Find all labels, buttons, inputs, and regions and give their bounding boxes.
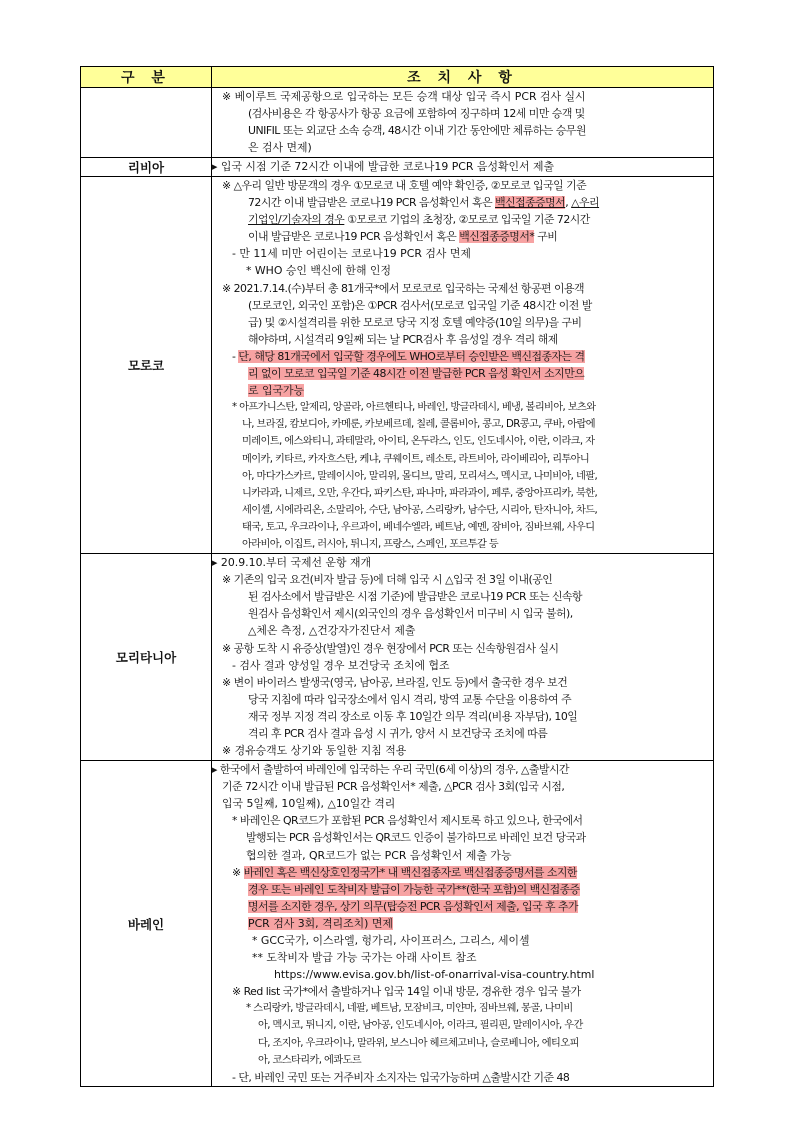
text-line: UNIFIL 또는 외교단 소속 승객, 48시간 이내 기간 동안에만 체류하는 승무원	[248, 124, 586, 138]
lebanon-measures	[212, 88, 714, 158]
text-line	[212, 365, 713, 382]
text-line: ※ 베이루트 국제공항으로 입국하는 모든 승객 대상 입국 즉시 PCR 검사 실시	[222, 90, 586, 103]
url-text: https://www.evisa.gov.bh/list-of-onarrival-visa-country.html	[274, 968, 595, 982]
text-line: (검사비용은 각 항공사가 항공 요금에 포함하여 징구하며 12세 미만 승객 및	[248, 107, 585, 121]
morocco-country-list	[212, 399, 713, 553]
list-item: * 스리랑카, 방글라데시, 네팔, 베트남, 모잠비크, 미얀마, 짐바브웨, 몽골, 나미비	[246, 1003, 573, 1015]
list-item: 나, 브라질, 캄보디아, 카메룬, 카보베르데, 칠레, 콜롬비아, 콩고, DR콩고, 쿠바, 아랍에	[242, 419, 595, 431]
category-libya: 리비아	[81, 158, 212, 177]
text-line: 급) 및 ②시설격리를 위한 모로코 당국 지정 호텔 예약증(10일 의무)을 구비	[248, 315, 582, 329]
text-line: ※ △우리 일반 방문객의 경우 ①모로코 내 호텔 예약 확인증, ②모로코 입국일 기준	[222, 179, 587, 192]
text-line: - 검사 결과 양성일 경우 보건당국 조치에 협조	[232, 658, 450, 672]
text-line: 기업인/기술자의 경우 ①모로코 기업의 초청장, ②모로코 입국일 기준 72시간	[248, 213, 590, 227]
text-line: ※ Red list 국가*에서 출발하거나 입국 14일 이내 방문, 경유한 경우 입국 불가	[232, 985, 581, 999]
text-line: 입국 5일째, 10일째), △10일간 격리	[222, 797, 396, 811]
text-line: 원검사 음성확인서 제시(외국인의 경우 음성확인서 미구비 시 입국 불허),	[248, 607, 573, 621]
header-category: 구 분	[81, 67, 212, 88]
text-line: 기준 72시간 이내 발급된 PCR 음성확인서* 제출, △PCR 검사 3회(입국 시점,	[222, 780, 565, 794]
underlined-text: 기업인/기술자의 경우	[248, 213, 345, 227]
text-line: 격리 후 PCR 검사 결과 음성 시 귀가, 양서 시 보건당국 조치에 따름	[248, 727, 548, 740]
text-line: * GCC국가, 이스라엘, 헝가리, 사이프러스, 그리스, 세이셸	[252, 934, 530, 947]
highlight-text: 바레인 혹은 백신상호인정국가* 내 백신접종자로 백신접종증명서를 소지한	[243, 865, 577, 879]
category-mauritania: 모리타니아	[81, 554, 212, 761]
libya-measures	[212, 158, 714, 177]
list-item: 태국, 토고, 우크라이나, 우르과이, 베네수엘라, 베트남, 예멘, 잠비아, 짐바브웨, 사우디	[242, 521, 595, 533]
text-line: 이내 발급받은 코로나19 PCR 음성확인서 혹은 백신접종증명서* 구비	[248, 230, 558, 244]
row-bahrain	[81, 761, 714, 1087]
text-line: - 만 11세 미만 어린이는 코로나19 PCR 검사 면제	[232, 247, 471, 261]
highlight-text: 로 입국가능	[248, 384, 305, 398]
list-item: * 아프가니스탄, 알제리, 앙골라, 아르헨티나, 바레인, 방글라데시, 베냉, 볼리비아, 보츠와	[232, 402, 596, 414]
list-item: 메이카, 키타르, 카자흐스탄, 케냐, 쿠웨이트, 레소토, 라트비아, 라이베리아, 리투아니	[242, 453, 590, 465]
text-line: ▸ 20.9.10.부터 국제선 운항 재개	[212, 556, 372, 570]
highlight-text: PCR 검사 3회, 격리조치) 면제	[248, 916, 393, 930]
text-line: ※ 2021.7.14.(수)부터 총 81개국*에서 모로코로 입국하는 국제선 항공편 이용객	[222, 281, 585, 295]
list-item: 세이셸, 시에라리온, 소말리아, 수단, 남아공, 스리랑카, 남수단, 시리아, 탄자니아, 차드,	[242, 504, 598, 516]
row-mauritania	[81, 554, 714, 761]
list-item: 아, 마다가스카르, 말레이시아, 말리위, 몰디브, 말리, 모리셔스, 멕시코, 나미비아, 네팔,	[242, 470, 598, 482]
text-line: ※ 변이 바이러스 발생국(영국, 남아공, 브라질, 인도 등)에서 출국한 경우 보건	[222, 675, 568, 689]
highlight-text: 단, 해당 81개국에서 입국할 경우에도 WHO로부터 승인받은 백신접종자는 격	[238, 349, 585, 363]
text-line: 72시간 이내 발급받은 코로나19 PCR 음성확인서 혹은 백신접종증명서, △우리	[248, 196, 600, 210]
text-line: 재국 정부 지정 격리 장소로 이동 후 10일간 의무 격리(비용 자부담), 10일	[248, 709, 578, 723]
underlined-text: △우리	[571, 196, 600, 210]
header-row	[81, 67, 714, 88]
text-line: 된 검사소에서 발급받은 시점 기준)에 발급받은 코로나19 PCR 또는 신속항	[248, 590, 583, 604]
text-line: ▸ 입국 시점 기준 72시간 이내에 발급한 코로나19 PCR 음성확인서 제출	[212, 160, 555, 173]
text-line: ** 도착비자 발급 가능 국가는 아래 사이트 참조	[252, 951, 477, 965]
highlight-text: 백신접종증명서*	[459, 230, 535, 244]
bahrain-measures	[212, 761, 714, 1087]
morocco-measures	[212, 177, 714, 554]
text-line: - 단, 바레인 국민 또는 거주비자 소지자는 입국가능하며 △출발시간 기준 48	[232, 1070, 570, 1084]
highlight-text: 리 없이 모로코 입국일 기준 48시간 이전 발급한 PCR 음성 확인서 소지만으	[248, 367, 585, 381]
row-lebanon-continued	[81, 88, 714, 158]
list-item: 아, 코스타리카, 에콰도르	[258, 1054, 361, 1066]
text-line: ▸ 한국에서 출발하여 바레인에 입국하는 우리 국민(6세 이상)의 경우, △출발시간	[212, 763, 569, 777]
text-line	[212, 382, 713, 399]
mauritania-measures	[212, 554, 714, 761]
highlight-text: 백신접종증명서	[495, 196, 566, 210]
text-line: (모로코인, 외국인 포함)은 ①PCR 검사서(모로코 입국일 기준 48시간 이전 발	[248, 298, 592, 312]
text-line: ※ 공항 도착 시 유증상(발열)인 경우 현장에서 PCR 또는 신속항원검사 실시	[222, 641, 559, 655]
list-item: 니카라과, 니제르, 오만, 우간다, 파키스탄, 파나마, 파라과이, 페루, 중앙아프리카, 북한,	[242, 487, 598, 499]
category-bahrain: 바레인	[81, 761, 212, 1087]
row-libya	[81, 158, 714, 177]
row-morocco	[81, 177, 714, 554]
text-line: ※ 기존의 입국 요건(비자 발급 등)에 더해 입국 시 △입국 전 3일 이내(공인	[222, 573, 553, 587]
header-measures: 조 치 사 항	[212, 67, 714, 88]
text-line: ※ 바레인 혹은 백신상호인정국가* 내 백신접종자로 백신접종증명서를 소지한	[232, 865, 577, 879]
text-line	[212, 915, 713, 932]
text-line: 은 검사 면제)	[248, 141, 312, 155]
text-line: 당국 지침에 따라 입국장소에서 임시 격리, 방역 교통 수단을 이용하여 주	[248, 692, 572, 706]
text-line: * 바레인은 QR코드가 포함된 PCR 음성확인서 제시토록 하고 있으나, 한국에서	[232, 814, 583, 828]
list-item: 아라비아, 이집트, 러시아, 튀니지, 프랑스, 스페인, 포르투갈 등	[242, 538, 499, 550]
text-line	[212, 881, 713, 898]
text-line: 발행되는 PCR 음성확인서는 QR코드 인증이 불가하므로 바레인 보건 당국과	[246, 831, 586, 845]
category-cell-empty	[81, 88, 212, 158]
category-morocco: 모로코	[81, 177, 212, 554]
highlight-text: 명서를 소지한 경우, 상기 의무(탑승전 PCR 음성확인서 제출, 입국 후 추가	[248, 899, 579, 913]
text-line: - 단, 해당 81개국에서 입국할 경우에도 WHO로부터 승인받은 백신접종자는 격	[232, 349, 585, 363]
text-line: * WHO 승인 백신에 한해 인정	[246, 264, 391, 278]
measures-table	[80, 66, 714, 1087]
list-item: 다, 조지아, 우크라이나, 말라위, 보스니아 헤르체고비나, 슬로베니아, 에티오피	[258, 1037, 579, 1049]
text-line	[212, 898, 713, 915]
list-item: 아, 멕시코, 튀니지, 이란, 남아공, 인도네시아, 이라크, 필리핀, 말레이시아, 우간	[258, 1020, 583, 1032]
text-line: 협의한 결과, QR코드가 없는 PCR 음성확인서 제출 가능	[246, 848, 512, 862]
list-item: 미레이트, 에스와티니, 과테말라, 아이티, 온두라스, 인도, 인도네시아, 이란, 이라크, 자	[242, 436, 595, 448]
highlight-text: 경우 또는 바레인 도착비자 발급이 가능한 국가**(한국 포함)의 백신접종증	[248, 882, 580, 896]
text-line: ※ 경유승객도 상기와 동일한 지침 적용	[222, 744, 407, 758]
text-line: △체온 측정, △건강자가진단서 제출	[248, 624, 416, 638]
text-line: 해야하며, 시설격리 9일째 되는 날 PCR검사 후 음성일 경우 격리 해제	[248, 332, 558, 346]
bahrain-red-list	[212, 1000, 713, 1068]
